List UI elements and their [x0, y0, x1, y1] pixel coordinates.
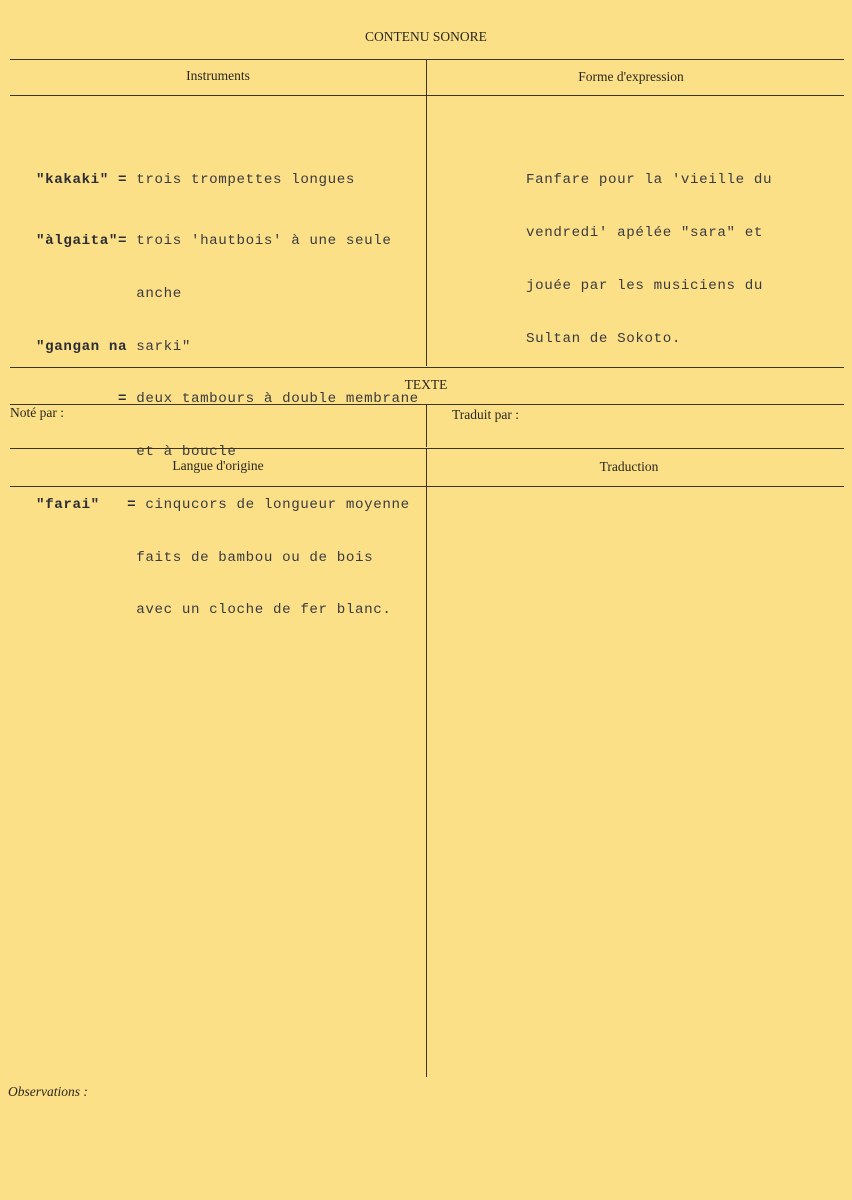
observations-label: Observations :	[8, 1084, 88, 1099]
column-divider	[426, 60, 427, 366]
instrument-line: anche	[136, 285, 182, 302]
instrument-line: faits de bambou ou de bois	[136, 549, 374, 566]
column-divider	[426, 449, 427, 1077]
expression-line: vendredi' apélée "sara" et	[526, 224, 763, 241]
column-divider	[426, 405, 427, 447]
divider	[10, 448, 844, 449]
expression-line: Fanfare pour la 'vieille du	[526, 172, 773, 189]
instrument-line: "gangan na sarki"	[36, 338, 191, 355]
column-header-langue-origine: Langue d'origine	[172, 458, 264, 473]
section-title-contenu-sonore: CONTENU SONORE	[365, 29, 487, 44]
divider	[10, 95, 844, 96]
expression-typed-text	[526, 137, 772, 383]
divider	[10, 59, 844, 60]
instrument-line: "kakaki" = trois trompettes longues	[36, 172, 355, 189]
divider	[10, 367, 844, 368]
expression-line: Sultan de Sokoto.	[526, 330, 681, 347]
instrument-line: "àlgaita"= trois 'hautbois' à une seule	[36, 232, 392, 249]
divider	[10, 404, 844, 405]
column-header-instruments: Instruments	[186, 68, 250, 83]
instrument-line: et à boucle	[136, 444, 237, 461]
column-header-traduction: Traduction	[599, 459, 659, 474]
note-par-label: Noté par :	[10, 405, 64, 420]
section-title-texte: TEXTE	[404, 377, 448, 392]
instrument-line: avec un cloche de fer blanc.	[136, 602, 392, 619]
expression-line: jouée par les musiciens du	[526, 277, 763, 294]
instruments-typed-text	[36, 137, 419, 655]
traduit-par-label: Traduit par :	[452, 407, 519, 422]
divider	[10, 486, 844, 487]
column-header-forme-expression: Forme d'expression	[578, 69, 684, 84]
instrument-line: "farai" = cinqucors de longueur moyenne	[36, 496, 410, 513]
instrument-line: = deux tambours à double membrane	[36, 391, 419, 408]
